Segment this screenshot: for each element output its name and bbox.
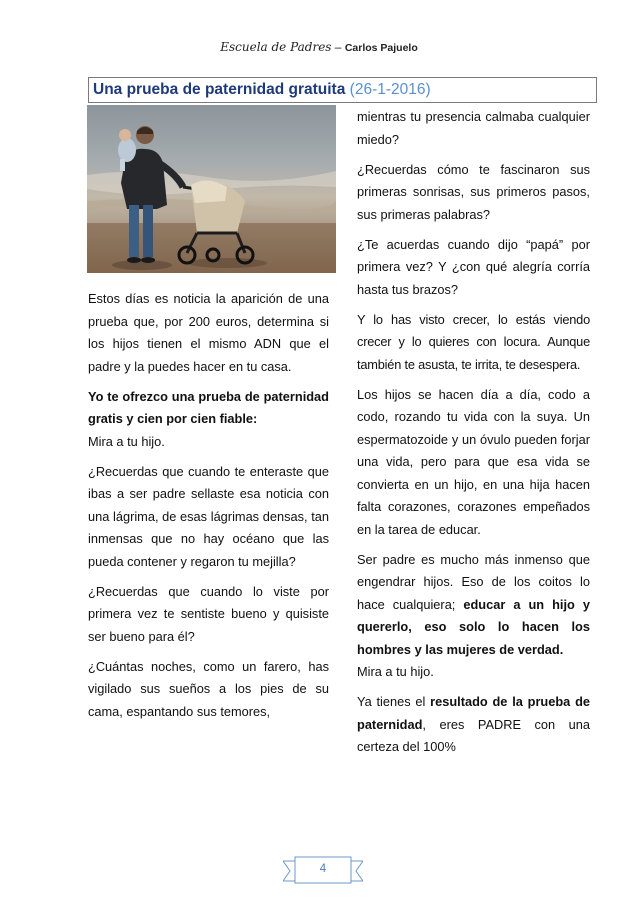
header-separator: –: [331, 40, 345, 54]
text-run: , eres PADRE con una certeza del 100%: [357, 716, 590, 754]
page-number: 4: [319, 863, 327, 875]
refrain: Mira a tu hijo.: [88, 433, 165, 449]
paragraph: ¿Recuerdas que cuando te enteraste que ibas a ser padre sellaste esa noticia con una lágrima, de esas lágrimas densas, tan inmensas que no hay océano que las pueda contener y regaron tu mejilla?: [88, 463, 329, 569]
right-column: [357, 106, 590, 766]
left-column: [88, 288, 329, 731]
paragraph: mientras tu presencia calmaba cualquier miedo?: [357, 109, 590, 147]
refrain: Mira a tu hijo.: [357, 664, 434, 679]
article-date: (26-1-2016): [349, 81, 431, 98]
running-header: [0, 40, 638, 54]
article-title-text: Una prueba de paternidad gratuita: [93, 81, 346, 98]
title-box: [88, 77, 597, 103]
bold-statement: resultado de la prueba de paternidad: [357, 694, 590, 732]
paragraph: [357, 549, 590, 684]
text-run: Ser padre es mucho más inmenso que engendrar hijos. Eso de los coitos lo hace cualquiera;: [357, 551, 590, 612]
paragraph: ¿Te acuerdas cuando dijo “papá” por primera vez? Y ¿con qué alegría corría hasta tus brazos?: [357, 236, 590, 297]
paragraph: [88, 386, 329, 454]
paragraph: ¿Recuerdas que cuando lo viste por primera vez te sentiste bueno y quisiste ser bueno para él?: [88, 583, 329, 644]
author-name: Carlos Pajuelo: [344, 42, 418, 54]
text-run: Ya tienes el: [357, 694, 431, 709]
article-title: [93, 81, 431, 99]
paragraph: Los hijos se hacen día a día, codo a codo, rozando tu vida con la suya. Un espermatozoide y un óvulo pueden forjar una vida, pero para que esa vida se convierta en un hijo, en una hija hacen falta corazones, corazones empeñados en la tarea de educar.: [357, 386, 590, 537]
paragraph: ¿Cuántas noches, como un farero, has vigilado sus sueños a los pies de su cama, espantando sus temores,: [88, 658, 329, 719]
paragraph: Estos días es noticia la aparición de una prueba que, por 200 euros, determina si los hijos tienen el mismo ADN que el padre y la puedes hacer en tu casa.: [88, 291, 329, 374]
bold-statement: Yo te ofrezco una prueba de paternidad gratis y cien por cien fiable:: [88, 388, 329, 426]
bold-statement: educar a un hijo y quererlo, eso solo lo hacen los hombres y las mujeres de verdad.: [357, 596, 590, 657]
paragraph: Y lo has visto crecer, lo estás viendo crecer y lo quieres con locura. Aunque también te asusta, te irrita, te desespera.: [357, 311, 590, 372]
paragraph: [357, 691, 590, 759]
beach-photo: [87, 105, 336, 273]
series-name: Escuela de Padres: [220, 40, 332, 54]
paragraph: ¿Recuerdas cómo te fascinaron sus primeras sonrisas, sus primeros pasos, sus primeras palabras?: [357, 161, 590, 222]
